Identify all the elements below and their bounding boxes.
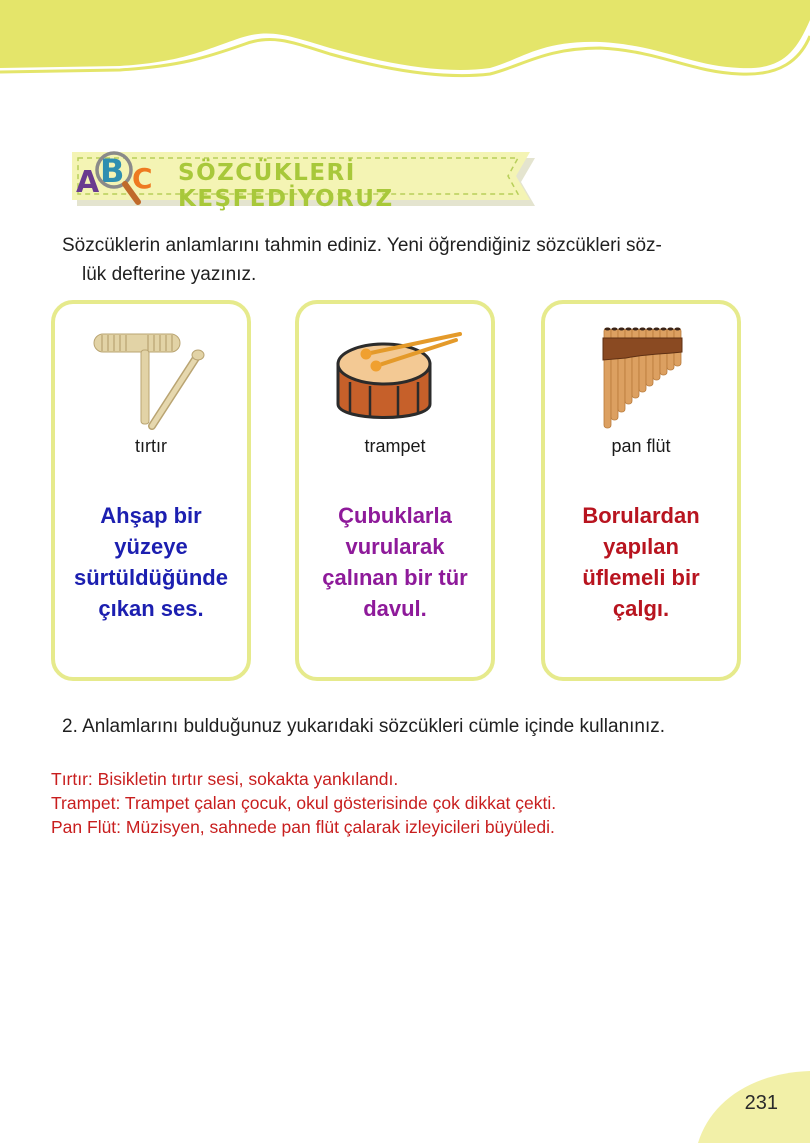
svg-text:A: A: [76, 165, 100, 200]
svg-text:C: C: [132, 162, 153, 195]
banner-title: SÖZCÜKLERİ KEŞFEDİYORUZ: [178, 160, 394, 212]
word-card-trampet: [295, 300, 495, 681]
meaning-line: davul.: [363, 596, 427, 621]
card-meaning: [55, 500, 247, 624]
answer-trampet: Trampet: Trampet çalan çocuk, okul gösterisinde çok dikkat çekti.: [51, 793, 557, 813]
card-word: trampet: [364, 436, 426, 456]
card-word: pan flüt: [611, 436, 671, 456]
drum-icon: [320, 322, 470, 432]
answer-tirtir: Tırtır: Bisikletin tırtır sesi, sokakta yankılandı.: [51, 769, 399, 789]
meaning-line: yüzeye: [114, 534, 188, 559]
meaning-line: Borulardan: [582, 503, 700, 528]
meaning-line: vurularak: [345, 534, 445, 559]
question-1-line2: lük defterine yazınız.: [82, 264, 257, 285]
meaning-line: yapılan: [603, 534, 679, 559]
meaning-line: üflemeli bir: [582, 565, 700, 590]
card-word: tırtır: [135, 436, 167, 456]
abc-magnifier-icon: [74, 142, 164, 208]
meaning-line: çıkan ses.: [98, 596, 204, 621]
word-card-tirtir: [51, 300, 251, 681]
card-meaning: [545, 500, 737, 624]
meaning-line: Çubuklarla: [338, 503, 452, 528]
tirtir-icon: [86, 322, 216, 432]
answer-sentences: [51, 767, 556, 839]
pan-flute-icon: [586, 322, 696, 432]
question-1-line1: Sözcüklerin anlamlarını tahmin ediniz. Yeni öğrendiğiniz sözcükleri söz-: [62, 235, 662, 256]
svg-text:B: B: [100, 152, 125, 190]
answer-pan-flute: Pan Flüt: Müzisyen, sahnede pan flüt çalarak izleyicileri büyüledi.: [51, 817, 555, 837]
card-meaning: [299, 500, 491, 624]
meaning-line: çalınan bir tür: [322, 565, 468, 590]
meaning-line: Ahşap bir: [100, 503, 202, 528]
meaning-line: sürtüldüğünde: [74, 565, 228, 590]
meaning-line: çalgı.: [612, 596, 670, 621]
page-number: 231: [744, 1092, 778, 1114]
word-card-pan-flute: [541, 300, 741, 681]
section-banner: [70, 148, 540, 212]
question-2: 2. Anlamlarını bulduğunuz yukarıdaki sözcükleri cümle içinde kullanınız.: [62, 716, 666, 737]
top-wave-decoration: [0, 0, 810, 90]
question-1: [62, 231, 762, 289]
